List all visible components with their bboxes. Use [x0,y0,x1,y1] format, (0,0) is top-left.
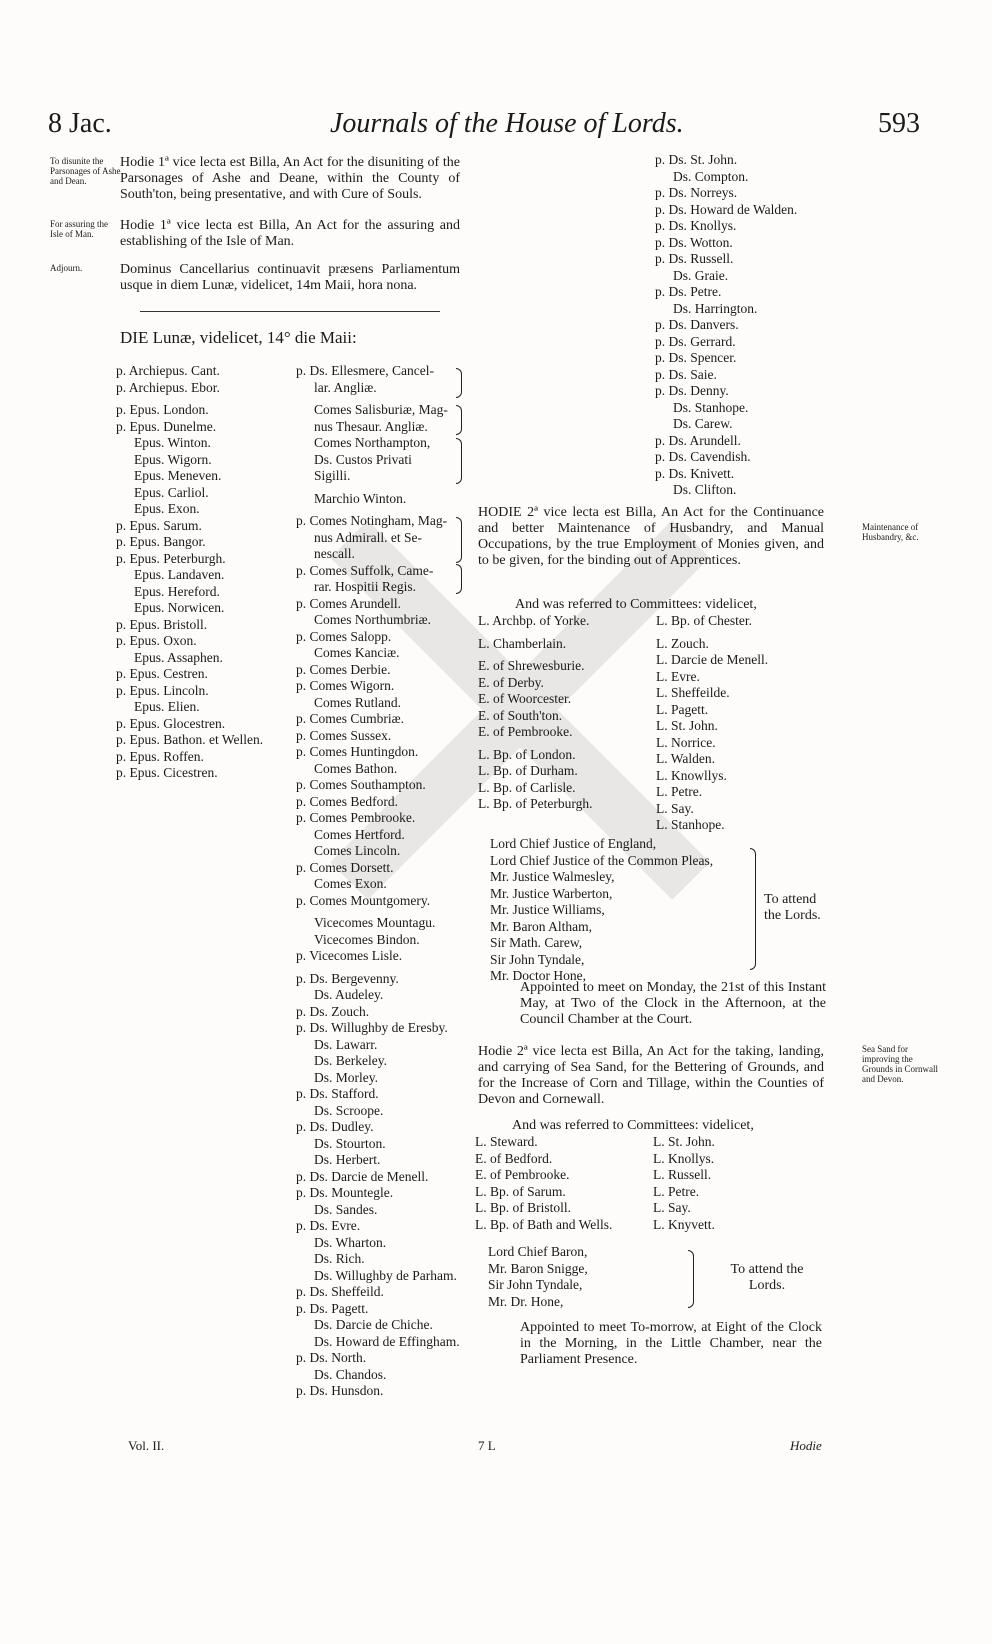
attendance-entry: p. Comes Pembrooke. [296,810,416,825]
margin-note-disunite: To disunite the Parsonages of Ashe and Dean. [50,156,121,186]
attendance-entry: nus Admirall. et Se- [314,529,422,545]
attendance-entry: p. Ds. Darcie de Menell. [296,1168,429,1184]
committee-member: L. Norrice. [656,734,716,750]
attendance-entry: p. Ds. Wotton. [655,234,733,250]
committee-member: L. Knollys. [653,1150,715,1166]
volume-label: Vol. II. [128,1438,165,1453]
date-line: DIE Lunæ, videlicet, 14° die Maii: [120,328,357,347]
committee-member: L. Say. [653,1200,691,1215]
attendance-entry: Comes Salisburiæ, Mag- [314,402,448,417]
committee-1-left [478,613,593,813]
attendance-entry: Ds. Carew. [673,416,733,431]
attendance-entry: Comes Exon. [314,876,387,891]
attendance-entry: p. Ds. Evre. [296,1218,361,1233]
judge-entry: Mr. Baron Altham, [490,918,592,934]
attendance-entry: Ds. Chandos. [314,1366,387,1382]
attendance-entry: p. Ds. Willughby de Eresby. [296,1020,448,1035]
attendance-entry: Ds. Lawarr. [314,1036,378,1052]
attendance-entry: p. Ds. Denny. [655,383,729,398]
attendance-entry: p. Ds. Sheffeild. [296,1284,384,1299]
paragraph-adjournment: Dominus Cancellarius continuavit præsens Parliamentum usque in diem Lunæ, videlicet, 14m Maii, hora nona. [120,262,460,293]
committee-member: L. Petre. [653,1183,700,1199]
judge-entry: Lord Chief Baron, [488,1244,588,1259]
attendance-entry: p. Epus. Sarum. [116,517,202,533]
attendance-entry: Epus. Carliol. [134,484,209,500]
attendance-entry: p. Ds. Knivett. [655,465,735,481]
committee-member: E. of Pembrooke. [478,724,573,739]
attendance-entry: p. Epus. Oxon. [116,633,197,648]
attendance-entry: Ds. Rich. [314,1251,365,1266]
attendance-entry: p. Ds. Hunsdon. [296,1383,384,1398]
committee-member: E. of Derby. [478,674,544,690]
attendance-entry: Comes Hertford. [314,826,405,842]
committee-member: L. Steward. [475,1134,538,1149]
attendance-entry: Ds. Graie. [673,267,729,283]
attendance-entry: Ds. Darcie de Chiche. [314,1317,433,1332]
attendance-entry: p. Ds. Howard de Walden. [655,201,798,217]
attendance-entry: p. Ds. Arundell. [655,432,741,448]
attendance-entry: p. Ds. Petre. [655,284,722,299]
margin-note-adjourn: Adjourn. [50,263,83,273]
committee-member: L. Zouch. [656,635,709,651]
committee-member: E. of Woorcester. [478,691,572,706]
committee-member: L. Bp. of London. [478,746,576,762]
attendance-entry: p. Comes Derbie. [296,661,391,677]
attendance-bishops-column [116,363,263,782]
attendance-entry: Ds. Clifton. [673,482,737,497]
section-rule [140,311,440,312]
margin-note-husbandry: Maintenance of Husbandry, &c. [862,522,919,542]
attendance-entry: p. Comes Mountgomery. [296,892,431,908]
attendance-entry: Epus. Winton. [134,435,211,450]
to-attend-lords-1: To attend the Lords. [764,892,821,923]
committee-member: L. St. John. [656,718,718,733]
attendance-entry: p. Vicecomes Lisle. [296,948,403,963]
committee-member: L. Sheffeilde. [656,685,730,700]
attendance-entry: Ds. Howard de Effingham. [314,1333,460,1349]
attendance-entry: p. Ds. Saie. [655,366,717,382]
attendance-entry: p. Comes Wigorn. [296,678,395,693]
brace-privy-seal [456,438,462,484]
attendance-entry: Ds. Sandes. [314,1201,378,1217]
attendance-entry: p. Ds. Norreys. [655,185,738,200]
committee-1-right [656,613,768,834]
committee-member: L. Bp. of Bristoll. [475,1200,572,1215]
committee-member: L. Pagett. [656,701,709,717]
attendance-entry: Ds. Harrington. [673,300,758,316]
attendance-entry: Ds. Stanhope. [673,399,749,415]
attendance-entry: p. Comes Arundell. [296,595,401,611]
attendance-entry: p. Epus. Bathon. et Wellen. [116,732,264,747]
attendance-entry: p. Archiepus. Ebor. [116,379,220,395]
margin-note-isle-of-man: For assuring the Isle of Man. [50,219,108,239]
attendance-entry: rar. Hospitii Regis. [314,579,416,594]
attendance-entry: p. Epus. Peterburgh. [116,550,226,566]
committee-member: L. Stanhope. [656,817,725,832]
attendance-entry: Comes Northumbriæ. [314,612,431,627]
attendance-entry: p. Ds. Cavendish. [655,449,751,464]
brace-treasurer [456,405,462,435]
to-attend-lords-2: To attend the Lords. [730,1262,804,1293]
attendance-entry: p. Ds. St. John. [655,152,738,167]
judges-attending-2 [488,1244,588,1310]
attendance-entry: Ds. Stourton. [314,1135,386,1151]
attendance-entry: p. Ds. Spencer. [655,350,737,365]
committee-member: E. of Pembrooke. [475,1167,570,1182]
attendance-entry: p. Ds. Mountegle. [296,1185,394,1200]
attendance-entry: p. Ds. Bergevenny. [296,970,399,986]
committee-member: E. of Bedford. [475,1150,553,1166]
attendance-entry: p. Epus. Glocestren. [116,715,226,731]
judge-entry: Mr. Justice Walmesley, [490,869,615,884]
judges-attending-1 [490,836,713,985]
attendance-entry: p. Comes Suffolk, Came- [296,562,434,578]
paragraph-isle-of-man-bill: Hodie 1ª vice lecta est Billa, An Act for the assuring and establishing of the Isle of Man. [120,218,460,249]
attendance-entry: Epus. Hereford. [134,583,220,599]
attendance-entry: p. Comes Southampton. [296,777,426,792]
appointed-meeting-2: Appointed to meet To-morrow, at Eight of the Clock in the Morning, in the Little Chamber, near the Parliament Presence. [520,1320,822,1367]
judge-entry: Mr. Baron Snigge, [488,1260,588,1276]
attendance-entry: p. Epus. Lincoln. [116,682,209,698]
attendance-entry: p. Archiepus. Cant. [116,363,220,378]
attendance-entry: Vicecomes Mountagu. [314,915,436,930]
paragraph-disuniting-bill: Hodie 1ª vice lecta est Billa, An Act for the disuniting of the Parsonages of Ashe and Deane, within the County of South'ton, being presentative, and with Cure of Souls. [120,155,460,202]
committee-member: L. Petre. [656,784,703,799]
committee-member: L. Chamberlain. [478,635,567,651]
brace-attend-2 [688,1250,694,1308]
committee-member: L. St. John. [653,1134,715,1149]
attendance-entry: Ds. Wharton. [314,1234,387,1250]
attendance-entry: Epus. Assaphen. [134,649,223,665]
committee-member: L. Darcie de Menell. [656,652,769,667]
attendance-entry: p. Epus. London. [116,402,209,417]
attendance-entry: p. Epus. Dunelme. [116,418,217,434]
attendance-entry: Ds. Scroope. [314,1102,384,1118]
attendance-entry: Comes Northampton, [314,435,431,450]
attendance-entry: p. Ds. Stafford. [296,1086,379,1101]
attendance-entry: p. Comes Sussex. [296,727,392,743]
attendance-entry: Ds. Custos Privati [314,451,412,467]
attendance-entry: Ds. Morley. [314,1069,378,1085]
committee-member: E. of South'ton. [478,707,563,723]
attendance-entry: p. Ds. Ellesmere, Cancel- [296,363,434,378]
brace-chancellor [456,368,462,398]
attendance-entry: Vicecomes Bindon. [314,931,420,947]
attendance-entry: p. Epus. Cicestren. [116,765,218,780]
committee-member: L. Walden. [656,751,716,766]
attendance-entry: p. Comes Notingham, Mag- [296,513,448,528]
committee-member: E. of Shrewesburie. [478,658,585,673]
attendance-entry: Epus. Exon. [134,501,200,516]
judge-entry: Sir John Tyndale, [488,1277,583,1292]
attendance-entry: Epus. Meneven. [134,468,222,483]
attendance-entry: Epus. Wigorn. [134,451,212,467]
signature-mark: 7 L [478,1438,496,1453]
attendance-entry: Ds. Herbert. [314,1152,381,1167]
catchword: Hodie [790,1438,822,1453]
attendance-entry: Ds. Audeley. [314,987,384,1002]
paragraph-sea-sand-bill: Hodie 2ª vice lecta est Billa, An Act for the taking, landing, and carrying of Sea Sand, for the Bettering of Grounds, and for the Increase of Corn and Tillage, within the Counties of Devon and Cornewall. [478,1044,824,1107]
committee-2-left [475,1134,612,1233]
attendance-entry: Epus. Elien. [134,699,200,714]
paragraph-husbandry-bill: HODIE 2ª vice lecta est Billa, An Act for the Continuance and better Maintenance of Husbandry, and Manual Occupations, by the true Employment of Monies given, and to be given, for the binding out of Apprentices. [478,505,824,568]
attendance-entry: p. Ds. Knollys. [655,218,737,233]
attendance-entry: p. Ds. Gerrard. [655,333,736,349]
referred-committees-1: And was referred to Committees: videlicet, [515,597,757,612]
attendance-entry: nus Thesaur. Angliæ. [314,418,428,434]
judge-entry: Sir John Tyndale, [490,951,585,967]
attendance-entry: p. Ds. Pagett. [296,1300,369,1316]
judge-entry: Mr. Justice Warberton, [490,885,613,901]
committee-member: L. Knyvett. [653,1216,715,1232]
running-head-title: Journals of the House of Lords. [330,108,684,139]
brace-admiral [456,517,462,563]
committee-member: L. Bp. of Carlisle. [478,779,576,795]
attendance-entry: p. Ds. North. [296,1350,367,1365]
page-number: 593 [878,108,920,139]
attendance-entry: Comes Bathon. [314,760,398,776]
attendance-entry: p. Comes Cumbriæ. [296,711,405,726]
attendance-entry: p. Comes Bedford. [296,793,398,809]
attendance-entry: Marchio Winton. [314,490,407,506]
attendance-entry: p. Ds. Dudley. [296,1119,374,1134]
attendance-entry: p. Ds. Zouch. [296,1003,370,1019]
judge-entry: Sir Math. Carew, [490,935,583,950]
committee-member: L. Bp. of Durham. [478,763,578,778]
judge-entry: Lord Chief Justice of England, [490,836,657,851]
attendance-entry: p. Comes Huntingdon. [296,744,419,759]
attendance-entry: Comes Kanciæ. [314,645,400,660]
attendance-entry: nescall. [314,546,355,561]
attendance-entry: p. Epus. Bangor. [116,534,206,549]
committee-member: L. Say. [656,800,694,816]
judge-entry: Mr. Doctor Hone, [490,968,586,983]
attendance-entry: p. Epus. Cestren. [116,666,208,681]
running-head-left: 8 Jac. [48,108,112,139]
attendance-entry: Sigilli. [314,468,351,483]
attendance-entry: p. Ds. Danvers. [655,317,739,332]
attendance-barons-column [655,152,797,499]
committee-member: L. Bp. of Sarum. [475,1183,566,1199]
committee-member: L. Knowllys. [656,767,727,783]
brace-attend-1 [750,848,756,970]
attendance-entry: p. Comes Salopp. [296,628,392,644]
judge-entry: Mr. Justice Williams, [490,902,605,917]
brace-suffolk [456,564,462,594]
committee-member: L. Bp. of Peterburgh. [478,796,593,811]
attendance-entry: Comes Rutland. [314,694,401,710]
committee-member: L. Russell. [653,1167,712,1182]
attendance-entry: Ds. Berkeley. [314,1053,387,1068]
committee-member: L. Archbp. of Yorke. [478,613,590,628]
judge-entry: Mr. Dr. Hone, [488,1293,564,1309]
margin-note-sea-sand: Sea Sand for improving the Grounds in Cornwall and Devon. [862,1044,938,1084]
committee-member: L. Evre. [656,668,700,684]
attendance-entry: p. Comes Dorsett. [296,859,394,875]
committee-2-right [653,1134,715,1233]
committee-member: L. Bp. of Bath and Wells. [475,1216,613,1232]
appointed-meeting-1: Appointed to meet on Monday, the 21st of this Instant May, at Two of the Clock in the Afternoon, at the Council Chamber at the Court. [520,980,826,1027]
committee-member: L. Bp. of Chester. [656,613,752,628]
judge-entry: Lord Chief Justice of the Common Pleas, [490,852,714,868]
attendance-entry: lar. Angliæ. [314,379,377,395]
attendance-entry: Ds. Compton. [673,168,749,184]
referred-committees-2: And was referred to Committees: videlicet, [512,1118,754,1133]
attendance-entry: Epus. Norwicen. [134,600,225,615]
attendance-entry: p. Epus. Bristoll. [116,616,208,632]
attendance-entry: Epus. Landaven. [134,567,225,582]
attendance-entry: Comes Lincoln. [314,843,401,858]
attendance-lords-column [296,363,460,1400]
attendance-entry: p. Epus. Roffen. [116,748,204,764]
attendance-entry: Ds. Willughby de Parham. [314,1267,457,1283]
attendance-entry: p. Ds. Russell. [655,251,734,266]
